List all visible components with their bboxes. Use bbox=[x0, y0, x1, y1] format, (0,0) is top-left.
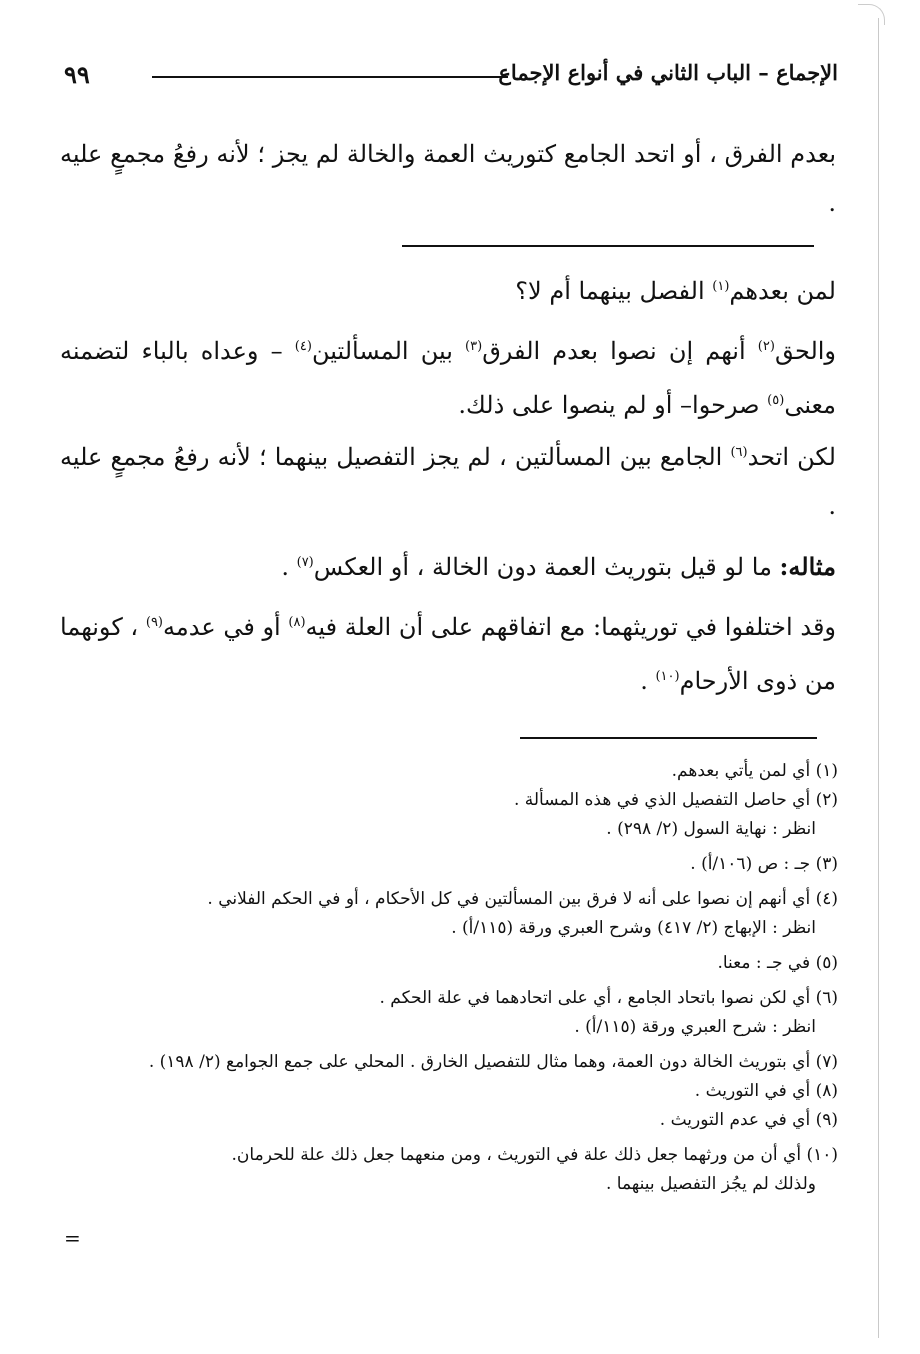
paragraph-text: والحق bbox=[774, 337, 837, 365]
footnote-2-reference: انظر : نهاية السول (٢/ ٢٩٨) . bbox=[606, 819, 816, 839]
footnote-4-reference: انظر : الإبهاج (٢/ ٤١٧) وشرح العبري ورقة (١١٥/أ) . bbox=[451, 918, 816, 938]
footnote-1: (١) أي لمن يأتي بعدهم. bbox=[671, 761, 838, 781]
paragraph-text: . bbox=[640, 667, 656, 695]
paragraph-text: ، كونهما من ذوى الأرحام bbox=[60, 613, 836, 695]
paragraph-text: – وعداه بالباء لتضمنه معنى bbox=[60, 337, 836, 419]
paragraph-text: أنهم إن نصوا بعدم الفرق bbox=[482, 337, 758, 365]
paragraph-truth bbox=[60, 322, 836, 430]
footnote-6-reference: انظر : شرح العبري ورقة (١١٥/أ) . bbox=[574, 1017, 816, 1037]
footnote-2: (٢) أي حاصل التفصيل الذي في هذه المسألة . bbox=[513, 790, 838, 810]
footnote-3: (٣) جـ : ص (١٠٦/أ) . bbox=[690, 854, 838, 874]
footnote-separator-rule bbox=[520, 737, 817, 739]
footnote-ref-10: (١٠) bbox=[655, 669, 680, 684]
footnote-ref-3: (٣) bbox=[465, 339, 483, 354]
footnote-ref-6: (٦) bbox=[730, 445, 748, 460]
paragraph-question bbox=[60, 262, 836, 316]
footnotes-section bbox=[60, 757, 838, 1199]
footnote-ref-5: (٥) bbox=[767, 393, 785, 408]
paragraph-example bbox=[60, 538, 836, 592]
header-rule bbox=[152, 76, 508, 78]
paragraph-text: لكن اتحد bbox=[747, 443, 836, 471]
footnote-6: (٦) أي لكن نصوا باتحاد الجامع ، أي على اتحادهما في علة الحكم . bbox=[379, 988, 838, 1008]
paragraph-text: الجامع بين المسألتين ، لم يجز التفصيل بينهما ؛ لأنه رفعُ مجمعٍ عليه . bbox=[60, 443, 836, 520]
footnote-10: (١٠) أي أن من ورثهما جعل ذلك علة في التوريث ، ومن منعهما جعل ذلك علة للحرمان. bbox=[231, 1145, 838, 1165]
paragraph-text: صرحوا– أو لم ينصوا على ذلك. bbox=[458, 391, 768, 419]
paragraph-text: لمن بعدهم bbox=[729, 277, 836, 305]
paragraph-text: بين المسألتين bbox=[311, 337, 466, 365]
footnote-5: (٥) في جـ : معنا. bbox=[717, 953, 838, 973]
paragraph-text: الفصل بينهما أم لا؟ bbox=[515, 277, 713, 305]
page-number: ٩٩ bbox=[64, 60, 90, 89]
page-edge-line bbox=[878, 18, 879, 1338]
footnote-ref-8: (٨) bbox=[288, 615, 306, 630]
paragraph-unified-cause bbox=[60, 428, 836, 531]
paragraph-text: وقد اختلفوا في توريثهما: مع اتفاقهم على أن العلة فيه bbox=[305, 613, 837, 641]
footnote-7: (٧) أي بتوريث الخالة دون العمة، وهما مثال للتفصيل الخارق . المحلي على جمع الجوامع (٢/ ١٩٨) . bbox=[148, 1052, 838, 1072]
footnote-10-continuation: ولذلك لم يجُز التفصيل بينهما . bbox=[605, 1174, 816, 1194]
footnote-ref-4: (٤) bbox=[294, 339, 312, 354]
footnote-ref-1: (١) bbox=[712, 279, 730, 294]
paragraph-text: أو في عدمه bbox=[163, 613, 289, 641]
footnote-ref-9: (٩) bbox=[145, 615, 163, 630]
paragraph-disagreement bbox=[60, 598, 836, 706]
paragraph-continuation bbox=[60, 130, 836, 228]
continuation-mark: = bbox=[64, 1226, 81, 1250]
section-separator-rule bbox=[402, 245, 814, 247]
paragraph-text: ما لو قيل بتوريث العمة دون الخالة ، أو العكس bbox=[313, 553, 780, 581]
footnote-8: (٨) أي في التوريث . bbox=[694, 1081, 838, 1101]
paragraph-text: . bbox=[281, 553, 297, 581]
running-title: الإجماع – الباب الثاني في أنواع الإجماع bbox=[498, 60, 838, 85]
running-header bbox=[58, 60, 838, 94]
paragraph-text: بعدم الفرق ، أو اتحد الجامع كتوريث العمة والخالة لم يجز ؛ لأنه رفعُ مجمعٍ عليه . bbox=[60, 140, 836, 217]
footnote-ref-7: (٧) bbox=[296, 555, 314, 570]
example-label: مثاله: bbox=[779, 552, 836, 581]
footnote-9: (٩) أي في عدم التوريث . bbox=[659, 1110, 838, 1130]
footnote-ref-2: (٢) bbox=[757, 339, 775, 354]
footnote-4: (٤) أي أنهم إن نصوا على أنه لا فرق بين المسألتين في كل الأحكام ، أو في الحكم الفلاني . bbox=[207, 889, 838, 909]
page-corner-curl bbox=[858, 4, 885, 25]
